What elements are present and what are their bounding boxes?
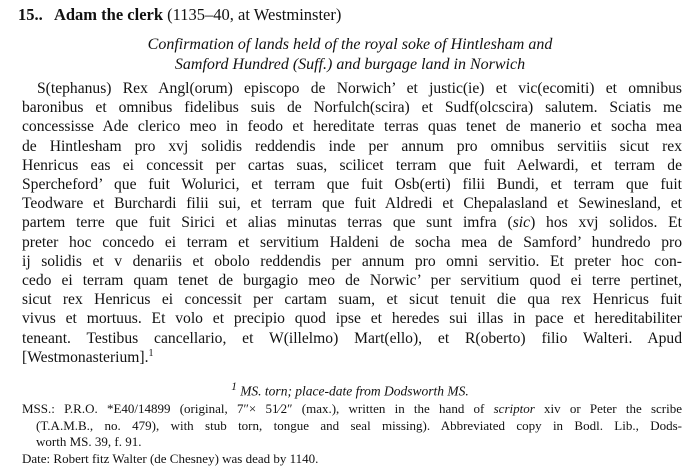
mss-segment: xiv or Peter the scribe	[534, 401, 683, 416]
charter-line: ij solidis et v denariis et obolo reddendis per annum pro omni servitio. Et preter hoc con-	[22, 252, 682, 270]
charter-line: sicut rex Henricus ei concessit per cartam suam, et sicut tenuit die qua rex Henricus fuit	[22, 291, 682, 309]
charter-segment: ) hos xvj solidos. Et	[530, 214, 682, 232]
entry-heading	[18, 5, 341, 25]
editorial-notes	[22, 401, 682, 467]
charter-line: Spercheford’ que fuit Wolurici, et terram que fuit Osb(erti) filii Bundi, et terram que fuit	[22, 176, 682, 194]
mss-line: (T.A.M.B., no. 479), with stub torn, tongue and seal missing). Abbreviated copy in Bodl. Lib., Dods-	[36, 417, 682, 433]
mss-segment: MSS.: P.R.O. *E40/14899 (original, 7″× 5	[22, 401, 272, 416]
charter-line: baronibus et omnibus fidelibus suis de Norfulch(scira) et Sudf(olcscira) salutem. Sciatis me	[22, 99, 682, 117]
charter-segment: partem terre que fuit Sirici et alias minutas terras que sunt imfra (	[22, 214, 513, 232]
dimension-fraction: 1⁄2	[271, 401, 288, 416]
sic-annotation: sic	[512, 214, 531, 232]
charter-line	[22, 348, 682, 367]
mss-line: worth MS. 39, f. 91.	[36, 434, 142, 449]
charter-line: cedo ei terram quam tenet de burgagio meo de Norwic’ per servitium quod ei terre pertinet,	[22, 272, 682, 290]
mss-line	[22, 401, 682, 418]
charter-line: preter hoc concedo ei terram et servitium Haldeni de socha mea de Samford’ hundredo pro	[22, 233, 682, 251]
charter-line: teneant. Testibus cancellario, et W(illelmo) Mart(ello), et R(oberto) filio Walteri. Apud	[22, 329, 682, 347]
entry-number: 15..	[18, 5, 43, 24]
charter-line: Henricus eas ei concessit per cartas suas, scilicet terram que fuit Aelwardi, et terram de	[22, 156, 682, 174]
charter-text	[22, 79, 682, 367]
summary-line: Confirmation of lands held of the royal soke of Hintlesham and	[147, 36, 553, 53]
charter-line: de Hintlesham pro xvj solidis reddendis inde per annum pro omnibus servitiis sicut rex	[22, 137, 682, 155]
footnote-text: MS. torn; place-date from Dodsworth MS.	[240, 383, 469, 399]
entry-title: Adam the clerk	[53, 5, 164, 24]
summary-line: Samford Hundred (Suff.) and burgage land in Norwich	[174, 56, 526, 73]
scriptor-term: scriptor	[493, 401, 535, 416]
entry-summary	[60, 35, 640, 75]
mss-segment: ″ (max.), written in the hand of	[287, 401, 494, 416]
footnote-marker: 1	[148, 347, 154, 359]
charter-line: concessisse Ade clerico meo in feodo et hereditate terras quas tenet de manerio et socha mea	[22, 118, 682, 136]
entry-date-place: (1135–40, at Westminster)	[167, 5, 342, 24]
charter-line: vivus et mortuus. Et volo et precipio quod ipse et heredes sui illas in pace et hereditabiliter	[22, 310, 682, 328]
footnote	[0, 381, 700, 400]
charter-line: Teodware et Burchardi filii sui, et terram que fuit Aldredi et Chepalasland et Sewinesland, et	[22, 195, 682, 213]
footnote-number: 1	[231, 381, 237, 393]
charter-line	[22, 213, 682, 232]
date-note: Date: Robert fitz Walter (de Chesney) was dead by 1140.	[22, 450, 319, 466]
charter-line: S(tephanus) Rex Angl(orum) episcopo de Norwich’ et justic(ie) et vic(ecomiti) et omnibus	[37, 80, 682, 97]
charter-segment: [Westmonasterium].	[22, 348, 149, 366]
